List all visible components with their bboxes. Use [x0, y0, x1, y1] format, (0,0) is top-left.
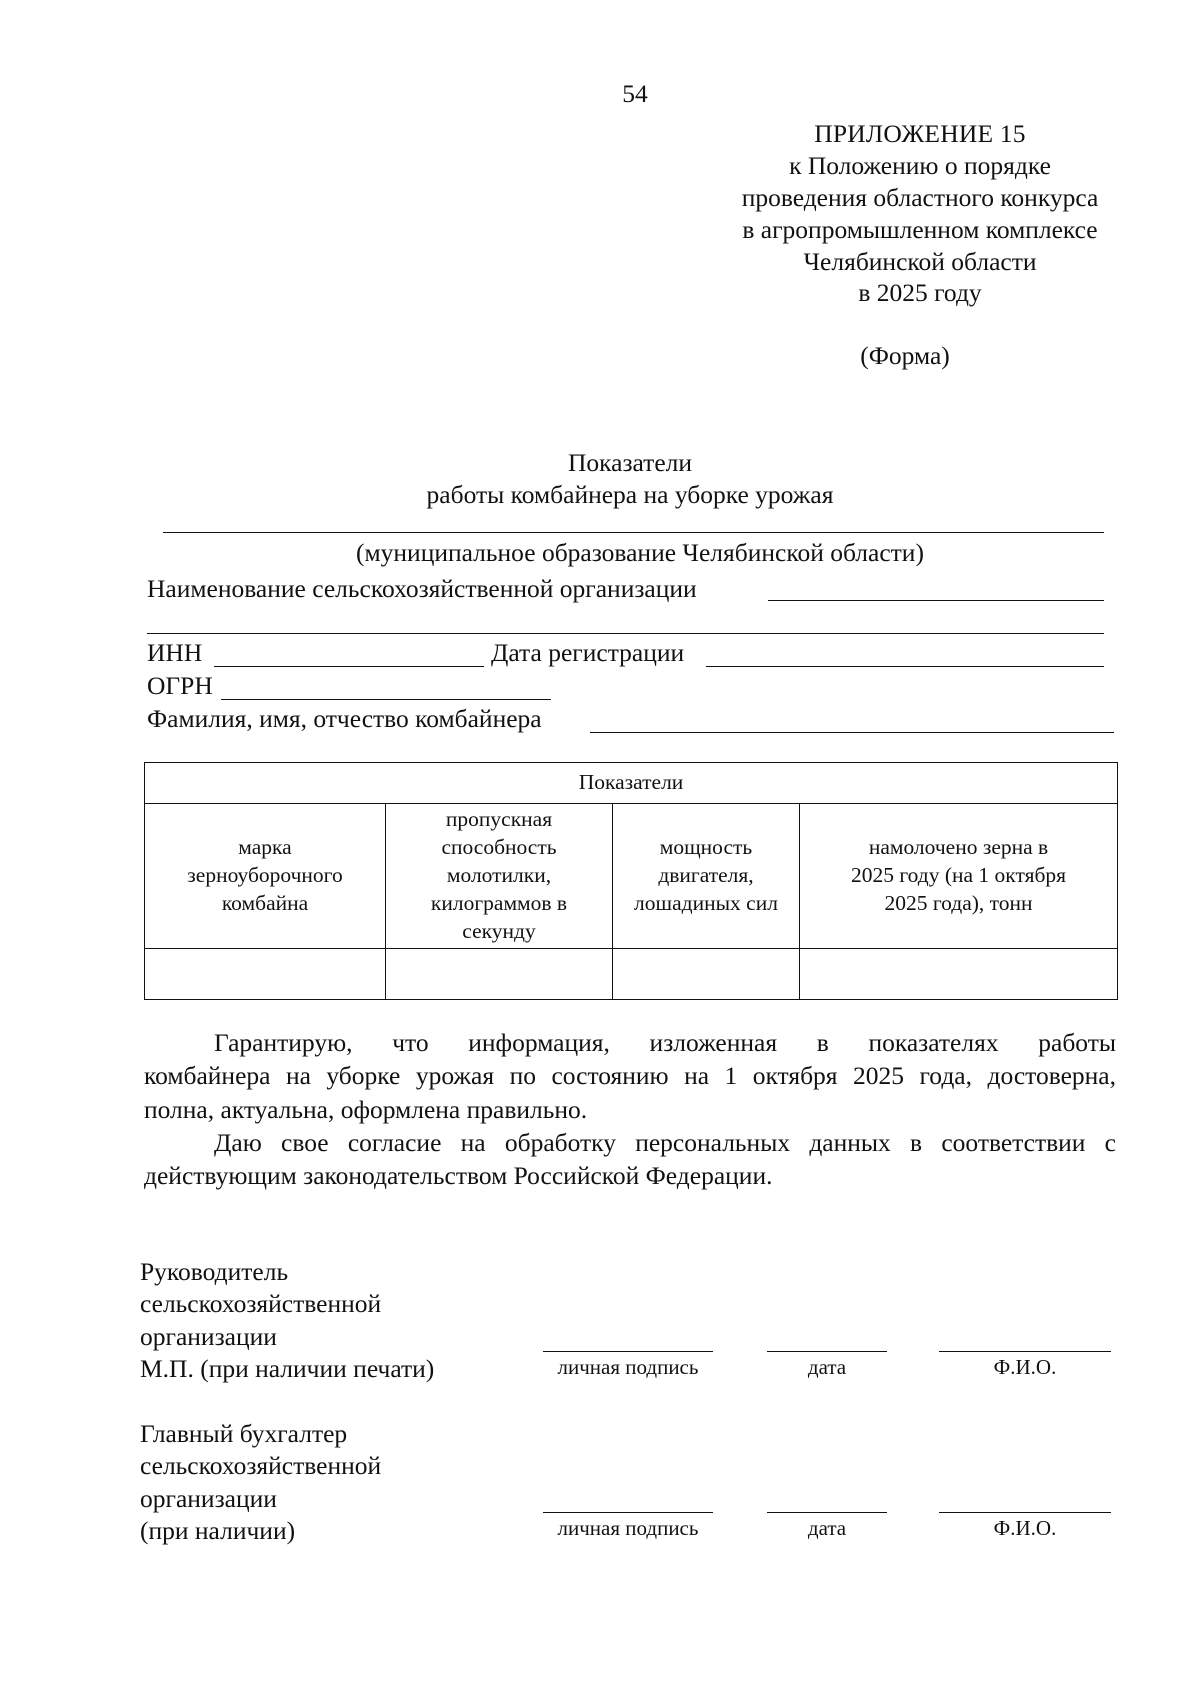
header-line: комбайна — [221, 890, 309, 915]
head-signature-caption: личная подпись — [557, 1355, 699, 1379]
document-title-line: работы комбайнера на уборке урожая — [426, 479, 834, 509]
head-signature-block — [140, 1256, 434, 1386]
consent-paragraph — [144, 1126, 1116, 1193]
consent-line: Даю свое согласие на обработку персональных данных в соответствии с — [214, 1128, 1116, 1157]
header-line: зерноуборочного — [187, 862, 343, 887]
accountant-name-caption: Ф.И.О. — [993, 1516, 1057, 1540]
header-line: двигателя, — [658, 862, 754, 887]
appendix-line: в 2025 году — [858, 278, 982, 308]
reg-date-blank-line[interactable] — [706, 666, 1104, 667]
org-name-blank-line[interactable] — [768, 600, 1104, 601]
accountant-signature-caption: личная подпись — [557, 1516, 699, 1540]
header-line: килограммов в — [430, 890, 568, 915]
column-header-grain-threshed — [800, 804, 1118, 949]
header-line: молотилки, — [446, 862, 552, 887]
table-group-header: Показатели — [145, 763, 1118, 804]
signer-role-line: М.П. (при наличии печати) — [140, 1354, 435, 1384]
table-group-header-row — [145, 763, 1118, 804]
operator-name-blank-line[interactable] — [590, 732, 1114, 733]
guarantee-line: Гарантирую, что информация, изложенная в показателях работы — [214, 1028, 1116, 1057]
inn-blank-line[interactable] — [214, 666, 484, 667]
signer-role-line: организации — [140, 1483, 277, 1513]
head-date-line[interactable] — [767, 1351, 887, 1352]
signer-role-line: сельскохозяйственной — [140, 1451, 382, 1481]
head-name-line[interactable] — [939, 1351, 1111, 1352]
table-cell-grain-threshed[interactable] — [800, 948, 1118, 999]
guarantee-line: полна, актуальна, оформлена правильно. — [144, 1094, 588, 1124]
column-header-combine-brand — [145, 804, 386, 949]
appendix-title: ПРИЛОЖЕНИЕ 15 — [814, 119, 1026, 148]
header-line: пропускная — [445, 807, 553, 831]
header-line: способность — [441, 834, 557, 859]
signer-role-line: Главный бухгалтер — [140, 1419, 348, 1448]
head-signature-line[interactable] — [543, 1351, 713, 1352]
table-header-row — [145, 804, 1118, 949]
head-name-caption: Ф.И.О. — [993, 1355, 1057, 1379]
table-cell-throughput[interactable] — [386, 948, 613, 999]
accountant-signature-block — [140, 1418, 381, 1548]
document-title-line: Показатели — [567, 448, 693, 477]
header-line: 2025 году (на 1 октября — [850, 862, 1067, 887]
page-number: 54 — [622, 79, 648, 108]
header-line: намолочено зерна в — [868, 834, 1049, 859]
header-line: марка — [238, 834, 292, 859]
indicators-table — [144, 762, 1118, 1000]
accountant-date-caption: дата — [807, 1516, 847, 1540]
appendix-header — [670, 118, 1170, 309]
column-header-engine-power — [613, 804, 800, 949]
column-header-throughput — [386, 804, 613, 949]
municipality-caption: (муниципальное образование Челябинской области) — [356, 538, 924, 567]
table-cell-combine-brand[interactable] — [145, 948, 386, 999]
ogrn-label: ОГРН — [147, 671, 213, 700]
head-date-caption: дата — [807, 1355, 847, 1379]
guarantee-line: комбайнера на уборке урожая по состоянию на 1 октября 2025 года, достоверна, — [144, 1061, 1116, 1091]
appendix-line: к Положению о порядке — [789, 150, 1051, 180]
header-line: лошадиных сил — [634, 890, 778, 915]
accountant-signature-line[interactable] — [543, 1512, 713, 1513]
signer-role-line: сельскохозяйственной — [140, 1289, 382, 1319]
appendix-line: Челябинской области — [803, 246, 1037, 276]
accountant-date-line[interactable] — [767, 1512, 887, 1513]
accountant-name-line[interactable] — [939, 1512, 1111, 1513]
header-line: секунду — [462, 918, 536, 943]
reg-date-label: Дата регистрации — [491, 638, 685, 667]
guarantee-paragraph — [144, 1026, 1116, 1126]
document-title — [300, 447, 960, 511]
appendix-line: проведения областного конкурса — [741, 182, 1099, 212]
ogrn-blank-line[interactable] — [221, 699, 551, 700]
appendix-line: в агропромышленном комплексе — [742, 214, 1098, 244]
municipality-blank-line[interactable] — [163, 532, 1104, 533]
consent-line: действующим законодательством Российской Федерации. — [144, 1161, 773, 1191]
form-label: (Форма) — [860, 341, 950, 370]
header-line: 2025 года), тонн — [884, 890, 1033, 915]
operator-name-label: Фамилия, имя, отчество комбайнера — [147, 704, 542, 733]
table-cell-engine-power[interactable] — [613, 948, 800, 999]
inn-label: ИНН — [147, 638, 203, 667]
org-name-continuation-line[interactable] — [147, 633, 1104, 634]
signer-role-line: Руководитель — [140, 1257, 289, 1286]
table-row — [145, 948, 1118, 999]
signer-role-line: (при наличии) — [140, 1516, 296, 1546]
org-name-label: Наименование сельскохозяйственной организации — [147, 574, 697, 603]
signer-role-line: организации — [140, 1321, 277, 1351]
header-line: мощность — [659, 834, 753, 859]
